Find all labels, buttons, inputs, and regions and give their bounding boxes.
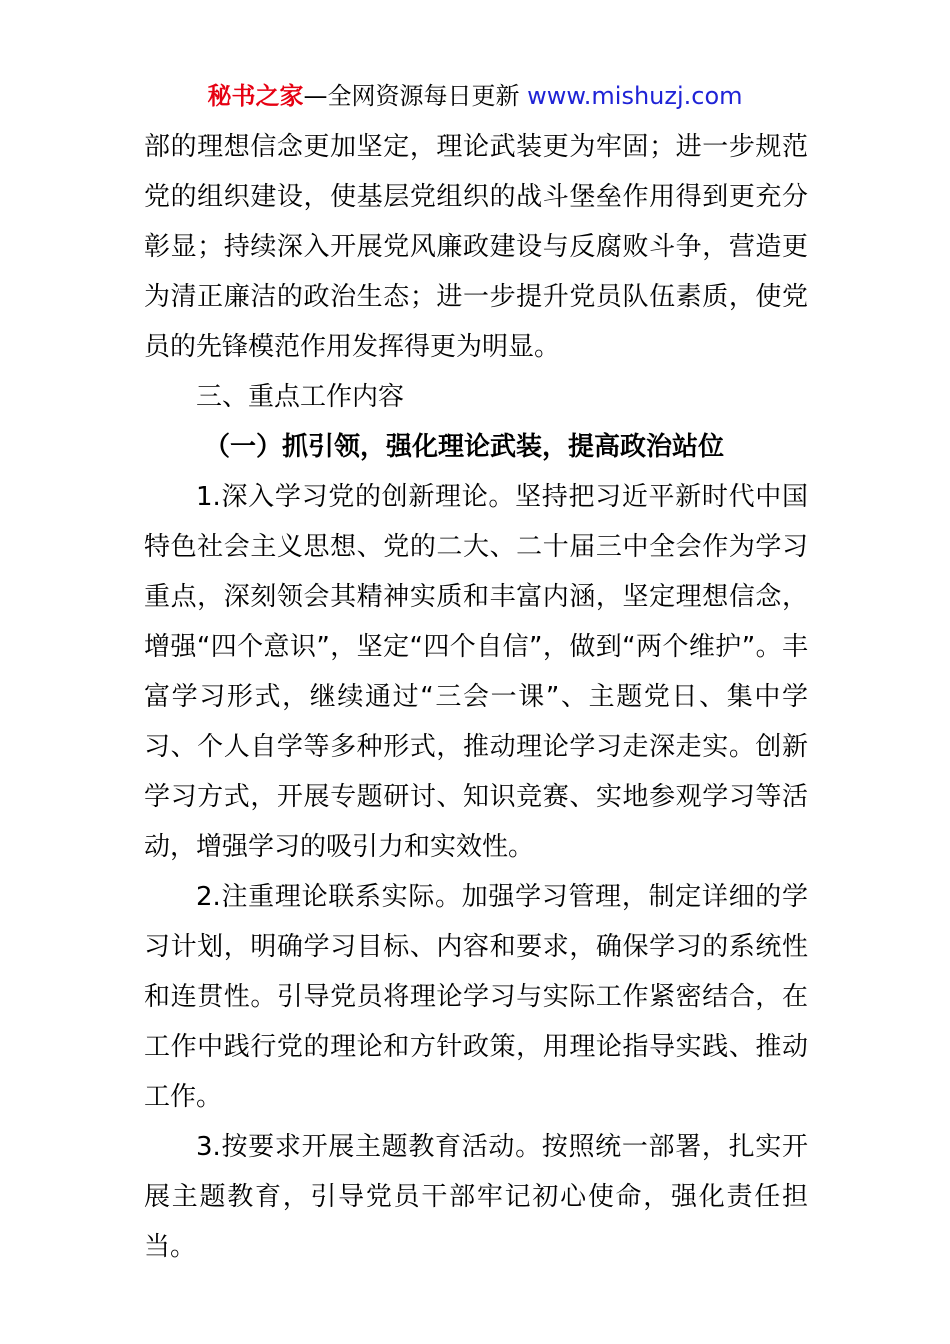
paragraph-continuation: 部的理想信念更加坚定，理论武装更为牢固；进一步规范党的组织建设，使基层党组织的战斗堡垒作用得到更充分彰显；持续深入开展党风廉政建设与反腐败斗争，营造更为清正廉洁的政治生态；进一步提升党员队伍素质，使党员的先锋模范作用发挥得更为明显。: [144, 132, 808, 362]
site-header: [0, 78, 950, 114]
site-url[interactable]: www.mishuzj.com: [527, 82, 743, 110]
subsection-heading: （一）抓引领，强化理论武装，提高政治站位: [204, 432, 725, 462]
paragraph-item-1: 1.深入学习党的创新理论。坚持把习近平新时代中国特色社会主义思想、党的二大、二十届三中全会作为学习重点，深刻领会其精神实质和丰富内涵，坚定理想信念，增强“四个意识”，坚定“四个自信”，做到“两个维护”。丰富学习形式，继续通过“三会一课”、主题党日、集中学习、个人自学等多种形式，推动理论学习走深走实。创新学习方式，开展专题研讨、知识竞赛、实地参观学习等活动，增强学习的吸引力和实效性。: [144, 482, 808, 862]
site-brand: 秘书之家: [207, 82, 304, 110]
document-body: [144, 122, 808, 1272]
section-title: 三、重点工作内容: [196, 382, 405, 412]
paragraph-item-3: 3.按要求开展主题教育活动。按照统一部署，扎实开展主题教育，引导党员干部牢记初心使命，强化责任担当。: [144, 1132, 808, 1262]
paragraph-item-2: 2.注重理论联系实际。加强学习管理，制定详细的学习计划，明确学习目标、内容和要求，确保学习的系统性和连贯性。引导党员将理论学习与实际工作紧密结合，在工作中践行党的理论和方针政策，用理论指导实践、推动工作。: [144, 882, 808, 1112]
site-slogan: —全网资源每日更新: [303, 82, 528, 110]
